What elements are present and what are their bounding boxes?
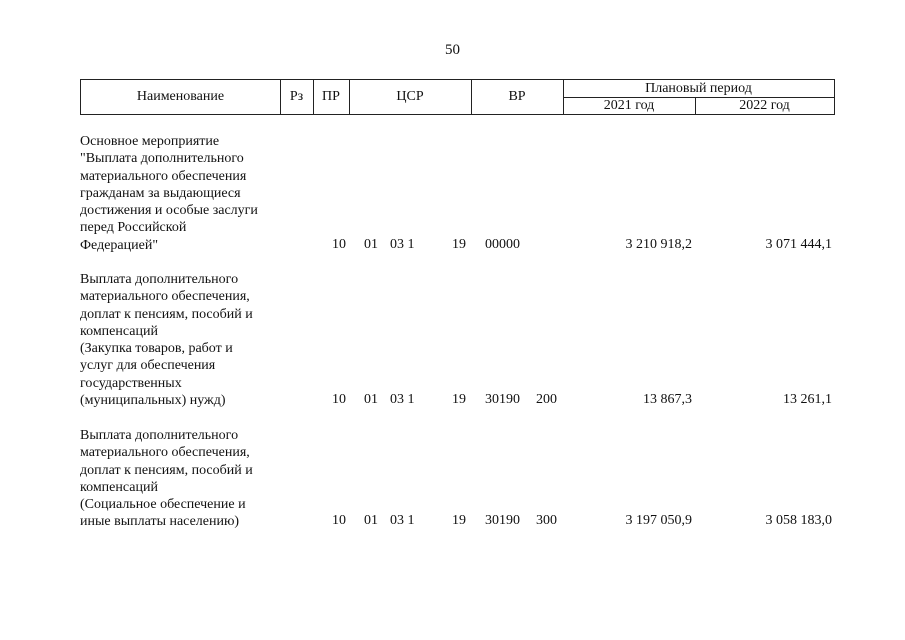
row-name: Выплата дополнительного материального обеспечения, доплат к пенсиям, пособий и компенсаций (Социальное обеспечение и иные выплаты населению) <box>80 428 253 530</box>
row-csr-program: 03 1 <box>390 237 415 252</box>
table-row <box>80 271 840 411</box>
row-value-2022: 3 071 444,1 <box>765 237 832 252</box>
row-csr-event: 19 <box>452 513 466 528</box>
row-value-2022: 3 058 183,0 <box>765 513 832 528</box>
row-rz: 10 <box>332 392 346 407</box>
row-vr: 300 <box>536 513 557 528</box>
row-csr-event: 19 <box>452 237 466 252</box>
row-csr-program: 03 1 <box>390 513 415 528</box>
row-value-2021: 3 210 918,2 <box>625 237 692 252</box>
header-vr: ВР <box>471 80 564 114</box>
row-vr: 200 <box>536 392 557 407</box>
row-pr: 01 <box>364 392 378 407</box>
header-rz: Рз <box>280 80 314 114</box>
row-csr-program: 03 1 <box>390 392 415 407</box>
table-header <box>80 79 835 115</box>
row-pr: 01 <box>364 513 378 528</box>
row-csr-event: 19 <box>452 392 466 407</box>
page-number: 50 <box>445 42 460 58</box>
header-csr: ЦСР <box>349 80 472 114</box>
header-year-2021: 2021 год <box>563 97 696 115</box>
row-name: Основное мероприятие "Выплата дополнительного материального обеспечения гражданам за выдающиеся достижения и особые заслуги перед Российской Федерацией" <box>80 134 258 253</box>
row-csr-direction: 30190 <box>485 513 520 528</box>
header-year-2022: 2022 год <box>739 98 790 113</box>
header-pr: ПР <box>313 80 350 114</box>
row-csr-direction: 30190 <box>485 392 520 407</box>
row-csr-direction: 00000 <box>485 237 520 252</box>
row-pr: 01 <box>364 237 378 252</box>
row-rz: 10 <box>332 513 346 528</box>
row-value-2021: 13 867,3 <box>643 392 692 407</box>
header-name: Наименование <box>81 80 281 114</box>
row-name: Выплата дополнительного материального обеспечения, доплат к пенсиям, пособий и компенсаций (Закупка товаров, работ и услуг для обеспечения государственных (муниципальных) нужд) <box>80 272 253 409</box>
table-row <box>80 133 840 253</box>
row-rz: 10 <box>332 237 346 252</box>
table-row <box>80 427 840 537</box>
header-planned-period: Плановый период <box>563 80 834 98</box>
row-value-2021: 3 197 050,9 <box>625 513 692 528</box>
row-value-2022: 13 261,1 <box>783 392 832 407</box>
